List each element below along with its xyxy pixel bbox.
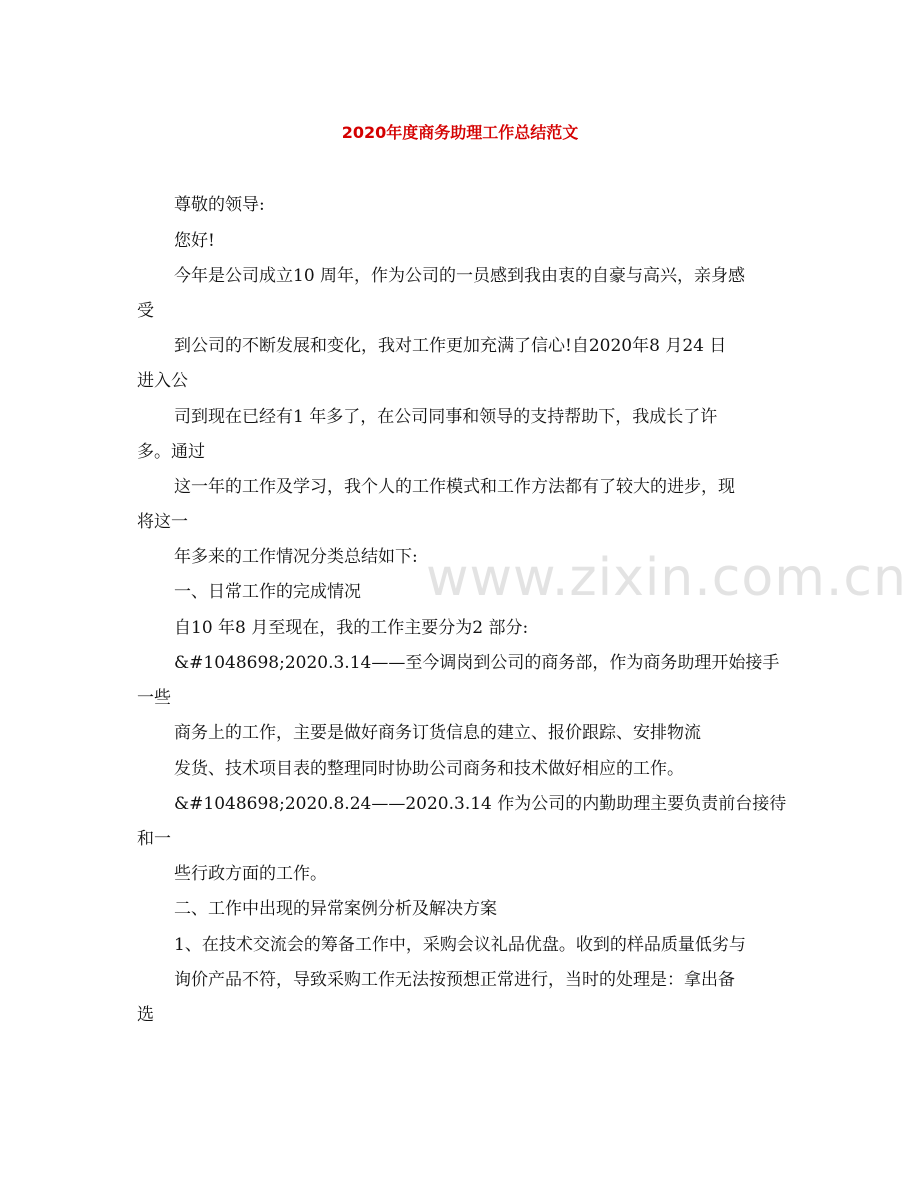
paragraph-line: 今年是公司成立10 周年，作为公司的一员感到我由衷的自豪与高兴，亲身感 — [174, 266, 746, 286]
paragraph-line: 进入公 — [137, 371, 188, 391]
paragraph-line: 发货、技术项目表的整理同时协助公司商务和技术做好相应的工作。 — [174, 759, 684, 779]
paragraph-line: 受 — [137, 301, 154, 321]
paragraph-line: 选 — [137, 1005, 154, 1025]
paragraph-line: &#1048698;2020.8.24——2020.3.14 作为公司的内勤助理主要负责前台接待 — [174, 794, 787, 814]
section-heading: 二、工作中出现的异常案例分析及解决方案 — [174, 899, 497, 919]
watermark-text: www.zixin.com.cn — [426, 548, 907, 608]
paragraph-line: 询价产品不符，导致采购工作无法按预想正常进行，当时的处理是：拿出备 — [174, 970, 735, 990]
paragraph-line: 这一年的工作及学习，我个人的工作模式和工作方法都有了较大的进步，现 — [174, 477, 735, 497]
paragraph-line: 司到现在已经有1 年多了，在公司同事和领导的支持帮助下，我成长了许 — [174, 407, 718, 427]
paragraph-line: 1、在技术交流会的筹备工作中，采购会议礼品优盘。收到的样品质量低劣与 — [174, 935, 746, 955]
paragraph-line: 商务上的工作，主要是做好商务订货信息的建立、报价跟踪、安排物流 — [174, 723, 701, 743]
paragraph-line: &#1048698;2020.3.14——至今调岗到公司的商务部，作为商务助理开始接手 — [174, 653, 780, 673]
paragraph-line: 和一 — [137, 829, 171, 849]
paragraph-line: 将这一 — [137, 512, 188, 532]
paragraph-line: 尊敬的领导: — [174, 195, 265, 215]
paragraph-line: 年多来的工作情况分类总结如下: — [174, 547, 418, 567]
paragraph-line: 一些 — [137, 688, 171, 708]
paragraph-line: 到公司的不断发展和变化，我对工作更加充满了信心!自2020年8 月24 日 — [174, 336, 727, 356]
paragraph-line: 些行政方面的工作。 — [174, 864, 327, 884]
document-title: 2020年度商务助理工作总结范文 — [341, 123, 579, 142]
paragraph-line: 多。通过 — [137, 442, 205, 462]
paragraph-line: 您好! — [174, 231, 215, 251]
paragraph-line: 自10 年8 月至现在，我的工作主要分为2 部分: — [174, 618, 529, 638]
section-heading: 一、日常工作的完成情况 — [174, 582, 361, 602]
